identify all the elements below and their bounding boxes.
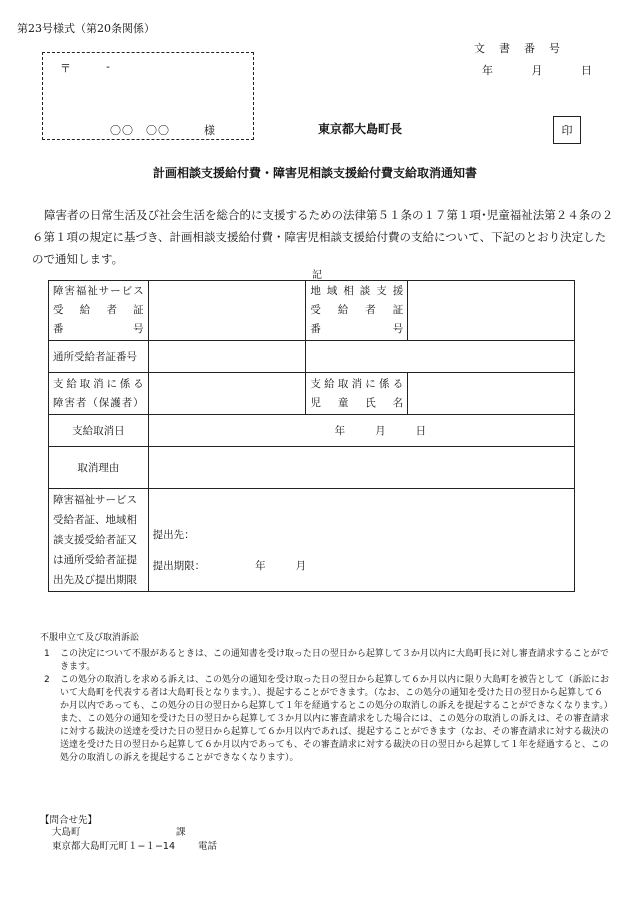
recipient-honorific: 様 bbox=[204, 124, 215, 137]
contact-section: 課 bbox=[176, 827, 186, 838]
cancel-date-month: 月 bbox=[375, 425, 386, 437]
submission-label: 障害福祉サービス 受給者証、地域相 談支援受給者証又 は通所受給者証提 出先及び提出期限 bbox=[49, 489, 149, 592]
cancel-date-day: 日 bbox=[415, 425, 427, 437]
contact-address: 東京都大島町元町１−１−14 bbox=[52, 841, 176, 852]
appeal-item: 2 この処分の取消しを求める訴えは、この処分の通知を受け取った日の翌日から起算して６か月以内に限り大島町を被告として（訴訟において大島町を代表する者は大島町長となります。）、提起することができます。（なお、この処分の通知を受けた日の翌日から起算して６か月以内であっても、この処分の日の翌日から起算して１年を経過するとこの処分の取消しの訴えを提起することができなくなります。）また、この処分の通知を受けた日の翌日から起算して３か月以内に審査請求をした場合には、この処分の取消しの訴えは、その審査請求に対する裁決の送達を受けた日の翌日から起算して６か月以内であれば、提起することができます（なお、その審査請求に対する裁決の送達を受けた日の翌日から起算して６か月以内であっても、その審査請求に対する裁決の日の翌日から起算して１年を経過すると、この処分の取消しの訴えを提起することができなくなります）。 bbox=[44, 675, 610, 763]
seal-box bbox=[553, 116, 581, 144]
contact-town: 大島町 bbox=[52, 827, 81, 838]
body-text: 障害者の日常生活及び社会生活を総合的に支援するための法律第５１条の１７第１項･児童福祉法第２４条の２６第１項の規定に基づき、計画相談支援給付費・障害児相談支援給付費の支給について、下記のとおり決定したので通知します。 bbox=[32, 208, 614, 266]
row-certificate-numbers bbox=[49, 281, 575, 341]
contact-block bbox=[52, 826, 217, 854]
date-day: 日 bbox=[581, 64, 592, 77]
disabled-person-field[interactable] bbox=[148, 373, 306, 415]
appeal-item: 1 この決定について不服があるときは、この通知書を受け取った日の翌日から起算して３か月以内に大島町長に対し審査請求することができます。 bbox=[44, 649, 609, 672]
child-name-field[interactable] bbox=[408, 373, 575, 415]
cancellation-table bbox=[48, 280, 575, 592]
child-name-label: 支給取消に係る 児童氏名 bbox=[306, 373, 408, 415]
contact-heading: 【問合せ先】 bbox=[40, 815, 98, 826]
row-daycare-cert bbox=[49, 341, 575, 373]
appeal-notices bbox=[44, 648, 612, 765]
row-reason bbox=[49, 447, 575, 489]
document-number-label: 文書番号 bbox=[474, 42, 574, 55]
submission-destination: 提出先： bbox=[152, 529, 195, 541]
contact-phone: 電話 bbox=[198, 841, 218, 852]
form-number: 第23号様式（第20条関係） bbox=[17, 22, 155, 35]
row-submission bbox=[49, 489, 575, 592]
recipient-name: 〇〇 〇〇 bbox=[110, 124, 170, 137]
cancel-date-field[interactable] bbox=[148, 415, 574, 447]
date-month: 月 bbox=[531, 64, 543, 77]
reason-label: 取消理由 bbox=[49, 447, 149, 489]
welfare-cert-number-field[interactable] bbox=[148, 281, 306, 341]
regional-cert-label: 地域相談支援 受給者証 番号 bbox=[306, 281, 408, 341]
daycare-cert-label: 通所受給者証番号 bbox=[49, 341, 149, 373]
appeal-heading: 不服申立て及び取消訴訟 bbox=[40, 633, 140, 643]
disabled-person-label: 支給取消に係る 障害者（保護者） bbox=[49, 373, 149, 415]
row-cancel-date bbox=[49, 415, 575, 447]
document-title: 計画相談支援給付費・障害児相談支援給付費支給取消通知書 bbox=[152, 166, 477, 180]
cancel-date-label: 支給取消日 bbox=[49, 415, 149, 447]
ki-heading: 記 bbox=[312, 270, 322, 281]
date-year: 年 bbox=[482, 64, 493, 77]
document-date bbox=[482, 62, 592, 78]
postal-separator: - bbox=[106, 60, 110, 73]
reason-field[interactable] bbox=[148, 447, 574, 489]
issuer-name: 東京都大島町長 bbox=[318, 122, 403, 136]
postal-mark: 〒 bbox=[60, 62, 71, 75]
seal-label: 印 bbox=[561, 124, 573, 137]
submission-field[interactable] bbox=[148, 489, 574, 592]
daycare-cert-blank bbox=[306, 341, 575, 373]
daycare-cert-number-field[interactable] bbox=[148, 341, 306, 373]
cancel-date-year: 年 bbox=[334, 425, 346, 437]
row-persons bbox=[49, 373, 575, 415]
submission-deadline: 提出期限： 年 月 bbox=[152, 560, 307, 572]
welfare-cert-label: 障害福祉サービス 受給者証 番号 bbox=[49, 281, 149, 341]
regional-cert-number-field[interactable] bbox=[408, 281, 575, 341]
